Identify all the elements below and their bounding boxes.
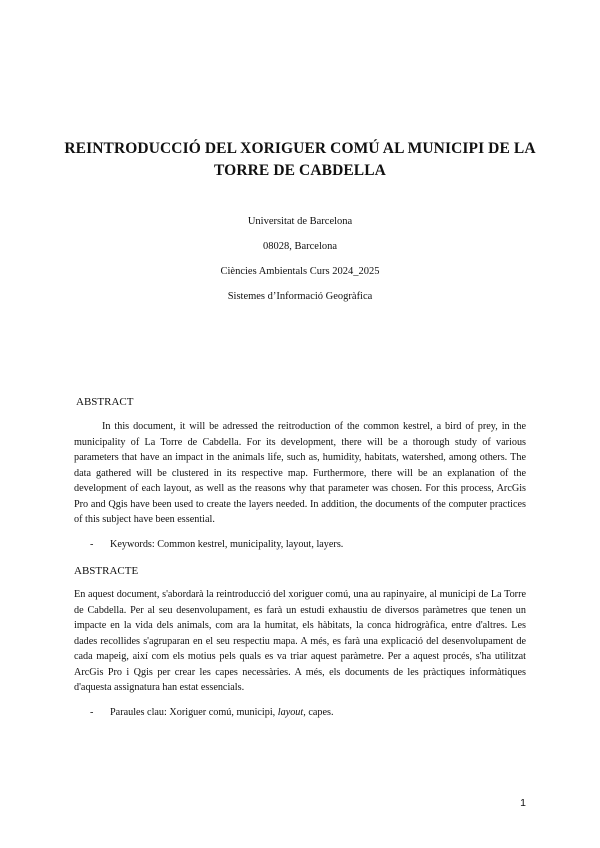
paraules-clau-item (90, 705, 334, 720)
paraules-clau-dash: - (90, 707, 94, 718)
paper-title (60, 138, 540, 182)
paraules-clau-prefix: Paraules clau: Xoriguer comú, municipi, (110, 707, 278, 718)
paraules-clau-italic: layout (277, 707, 304, 718)
title-line-1: REINTRODUCCIÓ DEL XORIGUER COMÚ AL MUNICIPI DE LA (64, 140, 536, 157)
affiliation-course: Ciències Ambientals Curs 2024_2025 (220, 266, 380, 277)
paraules-clau-suffix: , capes. (303, 707, 334, 718)
keywords-item (90, 537, 343, 552)
keywords-text: Keywords: Common kestrel, municipality, layout, layers. (110, 539, 344, 550)
page-number: 1 (520, 797, 526, 809)
abstract-body: In this document, it will be adressed the reitroduction of the common kestrel, a bird of prey, in the municipality of La Torre de Cabdella. For its development, there will be a thorough study of various parameters that have an impact in the animals life, such as, humidity, habitats, watershed, among others. The data gathered will be clustered in its respective map. Furthermore, there will be an explanation of the development of each layout, as well as the reasons why that parameter was chosen. For this process, ArcGis Pro and Qgis have been used to create the layers needed. In addition, the documents of the computer practices of this subject have been essential. (74, 421, 526, 525)
abstracte-body: En aquest document, s'abordarà la reintroducció del xoriguer comú, una au rapinyaire, al municipi de La Torre de Cabdella. Per al seu desenvolupament, es farà un estudi exhaustiu de diversos paràmetres que tenen un impacte en la vida dels animals, com ara la humitat, els hàbitats, la conca hidrogràfica, entre d'altres. Les dades recollides s'agruparan en el seu respectiu mapa. A més, es farà una explicació del desenvolupament de cada mapeig, així com els motius pels quals es va triar aquest paràmetre. Per a aquest procés, s'ha utilitzat ArcGis Pro i Qgis per crear les capes necessàries. A més, els documents de les pràctiques informàtiques d'aquesta assignatura han estat essencials. (74, 589, 526, 693)
keywords-dash: - (90, 539, 94, 550)
abstract-heading: ABSTRACT (76, 396, 134, 408)
affiliation-city: 08028, Barcelona (262, 241, 338, 252)
title-line-2: TORRE DE CABDELLA (214, 162, 386, 179)
affiliation-university: Universitat de Barcelona (247, 216, 353, 227)
abstracte-heading: ABSTRACTE (74, 565, 139, 577)
affiliation-subject: Sistemes d’Informació Geogràfica (227, 291, 373, 302)
